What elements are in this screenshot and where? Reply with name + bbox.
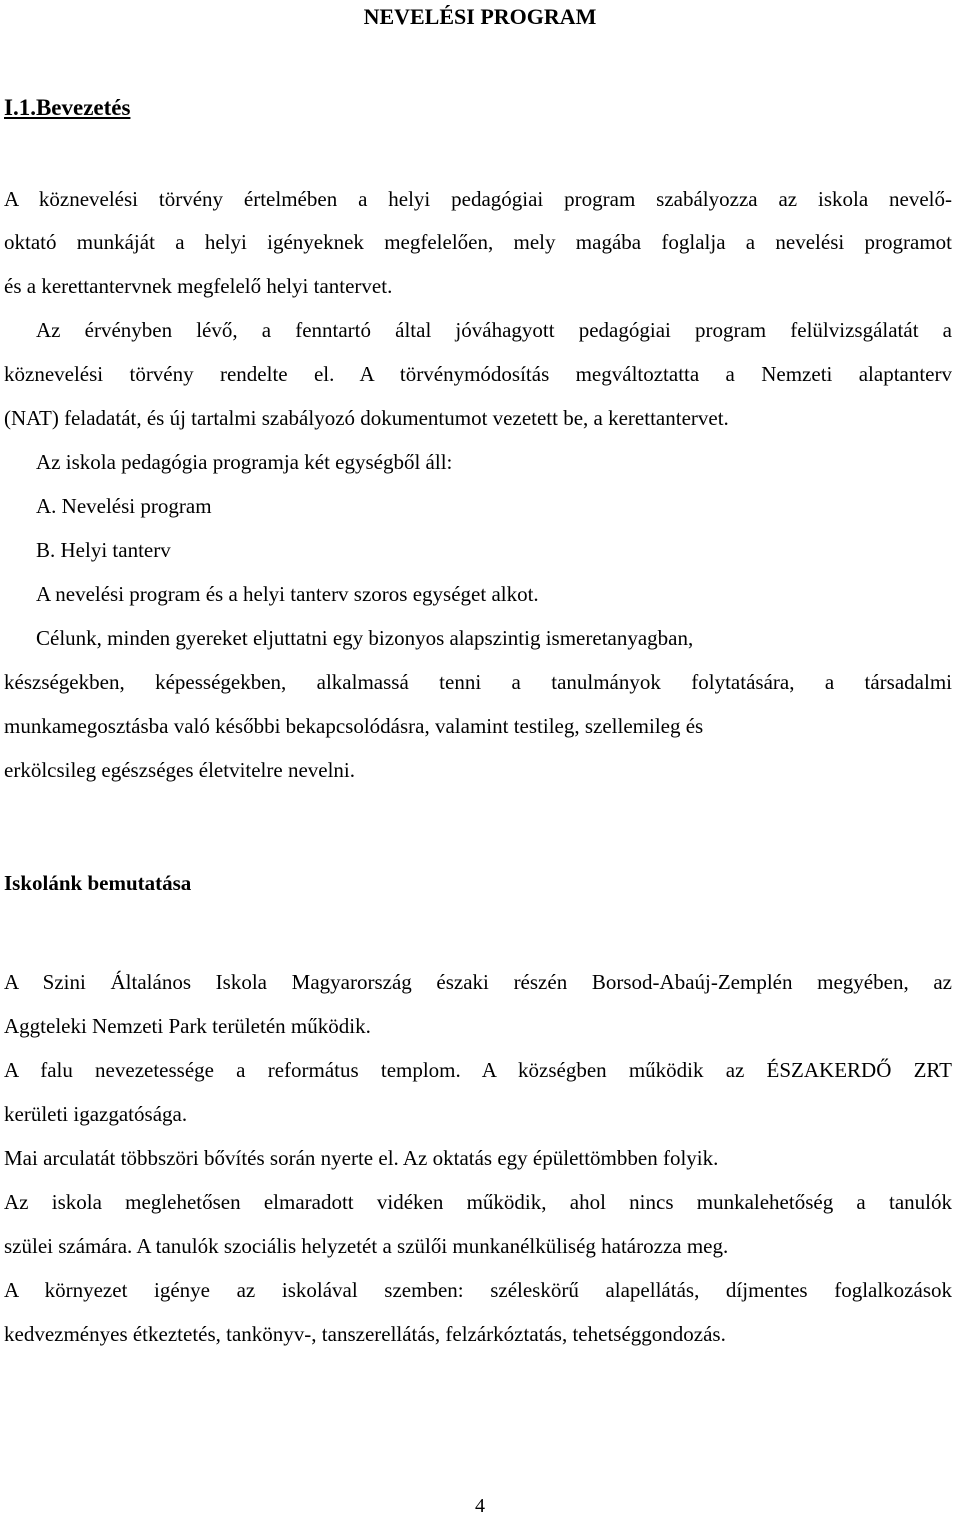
- section-heading-introduction: I.1.Bevezetés: [4, 95, 131, 120]
- school-line-2: Aggteleki Nemzeti Park területén működik.: [4, 1014, 371, 1038]
- section-heading-school: Iskolánk bemutatása: [4, 871, 192, 895]
- school-line-4: kerületi igazgatósága.: [4, 1102, 188, 1126]
- intro-line-4: Az érvényben lévő, a fenntartó által jóváhagyott pedagógiai program felülvizsgálatát a: [36, 318, 952, 342]
- school-line-8: A környezet igénye az iskolával szemben: széleskörű alapellátás, díjmentes foglalkozások: [4, 1278, 952, 1302]
- intro-line-7: Az iskola pedagógia programja két egységből áll:: [36, 450, 453, 474]
- school-line-1: A Szini Általános Iskola Magyarország északi részén Borsod-Abaúj-Zemplén megyében, az: [4, 970, 952, 994]
- intro-line-5: köznevelési törvény rendelte el. A törvénymódosítás megváltoztatta a Nemzeti alaptanterv: [4, 362, 952, 386]
- school-line-5: Mai arculatát többszöri bővítés során nyerte el. Az oktatás egy épülettömbben folyik.: [4, 1146, 719, 1170]
- intro-line-3: és a kerettantervnek megfelelő helyi tantervet.: [4, 274, 393, 298]
- intro-line-6: (NAT) feladatát, és új tartalmi szabályozó dokumentumot vezetett be, a kerettantervet.: [4, 406, 729, 430]
- document-title: NEVELÉSI PROGRAM: [363, 4, 597, 29]
- intro-line-1: A köznevelési törvény értelmében a helyi pedagógiai program szabályozza az iskola nevelő-: [4, 187, 952, 211]
- intro-line-13: munkamegosztásba való későbbi bekapcsolódásra, valamint testileg, szellemileg és: [4, 714, 704, 738]
- school-line-3: A falu nevezetessége a református templom. A községben működik az ÉSZAKERDŐ ZRT: [4, 1058, 952, 1082]
- page-number: 4: [475, 1495, 485, 1517]
- intro-line-10: A nevelési program és a helyi tanterv szoros egységet alkot.: [36, 582, 539, 606]
- intro-line-12: készségekben, képességekben, alkalmassá tenni a tanulmányok folytatására, a társadalmi: [4, 670, 952, 694]
- intro-line-14: erkölcsileg egészséges életvitelre nevelni.: [4, 758, 356, 782]
- intro-line-2: oktató munkáját a helyi igényeknek megfelelően, mely magába foglalja a nevelési programot: [4, 230, 952, 254]
- school-line-9: kedvezményes étkeztetés, tankönyv-, tanszerellátás, felzárkóztatás, tehetséggondozás.: [4, 1322, 726, 1346]
- school-line-6: Az iskola meglehetősen elmaradott vidéken működik, ahol nincs munkalehetőség a tanulók: [4, 1190, 952, 1214]
- school-line-7: szülei számára. A tanulók szociális helyzetét a szülői munkanélküliség határozza meg.: [4, 1234, 729, 1258]
- list-item-a: A. Nevelési program: [36, 494, 212, 518]
- list-item-b: B. Helyi tanterv: [36, 538, 171, 562]
- intro-line-11: Célunk, minden gyereket eljuttatni egy bizonyos alapszintig ismeretanyagban,: [36, 626, 694, 650]
